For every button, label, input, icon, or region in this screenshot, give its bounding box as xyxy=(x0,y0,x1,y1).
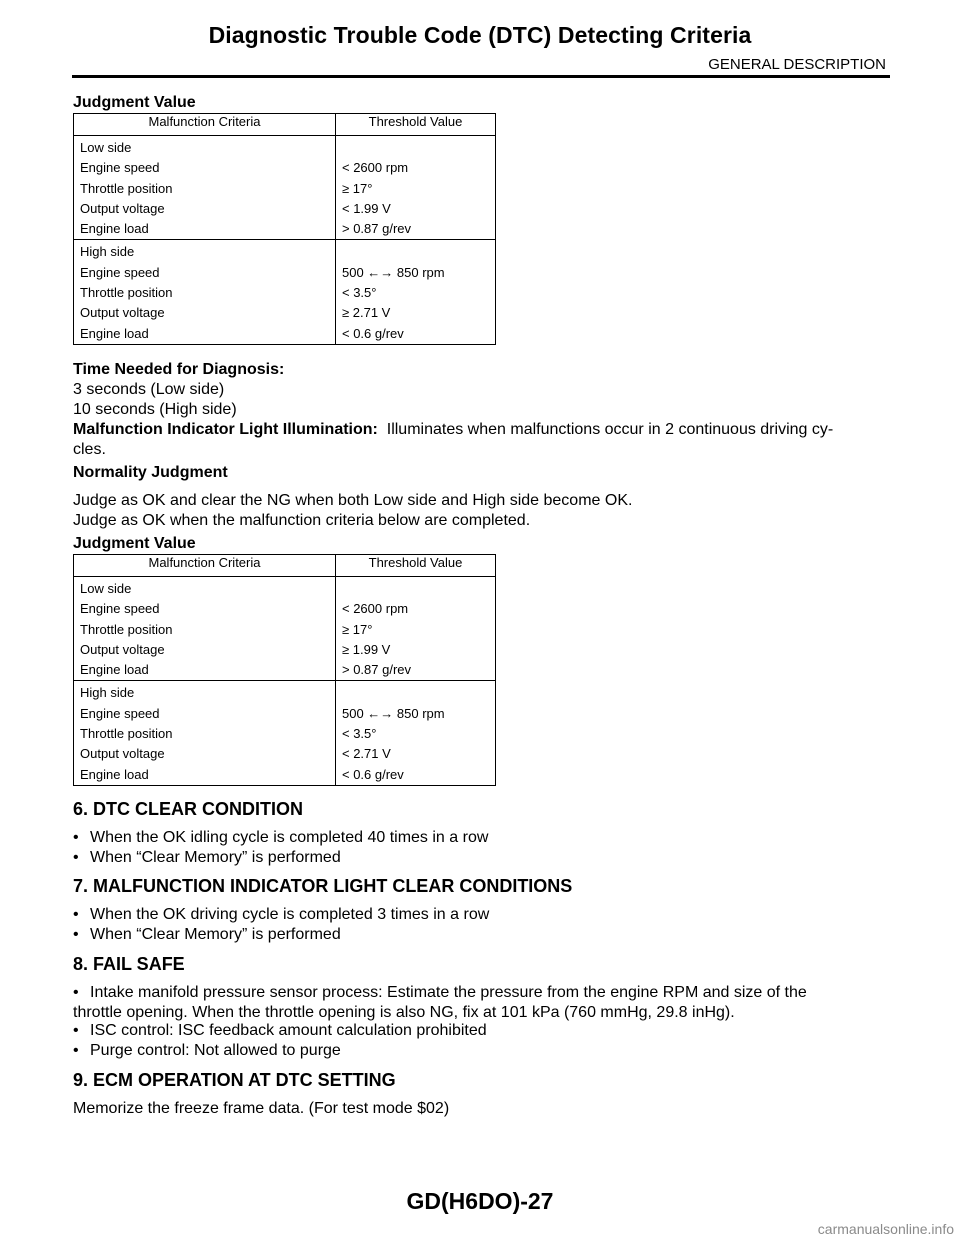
section-7-heading: 7. MALFUNCTION INDICATOR LIGHT CLEAR CONDITIONS xyxy=(73,876,573,896)
criteria-cell: High side Engine speed Throttle position Output voltage Engine load xyxy=(74,681,336,785)
judgment-table-1 xyxy=(73,113,496,345)
threshold-cell: < 2600 rpm ≥ 17° < 1.99 V > 0.87 g/rev xyxy=(336,136,496,240)
header-divider xyxy=(72,75,890,78)
normality-text: Judge as OK and clear the NG when both Low side and High side become OK. Judge as OK when the malfunction criteria below are completed. xyxy=(73,492,633,529)
section-9-text: Memorize the freeze frame data. (For test mode $02) xyxy=(73,1100,450,1117)
time-needed-label: Time Needed for Diagnosis: xyxy=(73,361,285,378)
list-item: • When the OK driving cycle is completed 3 times in a row xyxy=(73,906,490,923)
time-low-side: 3 seconds (Low side) xyxy=(73,381,225,398)
list-item: • Intake manifold pressure sensor process: Estimate the pressure from the engine RPM and size of the xyxy=(73,984,807,1001)
threshold-cell: 500 ←→ 850 rpm < 3.5° ≥ 2.71 V < 0.6 g/rev xyxy=(336,240,496,344)
threshold-cell: 500 ←→ 850 rpm < 3.5° < 2.71 V < 0.6 g/rev xyxy=(336,681,496,785)
column-header-criteria: Malfunction Criteria xyxy=(74,114,336,136)
watermark: carmanualsonline.info xyxy=(817,1221,954,1237)
column-header-criteria: Malfunction Criteria xyxy=(74,555,336,577)
list-item: • When “Clear Memory” is performed xyxy=(73,926,341,943)
threshold-cell: < 2600 rpm ≥ 17° ≥ 1.99 V > 0.87 g/rev xyxy=(336,577,496,681)
column-header-threshold: Threshold Value xyxy=(336,555,496,577)
criteria-cell: High side Engine speed Throttle position Output voltage Engine load xyxy=(74,240,336,344)
page-title: Diagnostic Trouble Code (DTC) Detecting Criteria xyxy=(208,22,752,48)
diagnosis-info xyxy=(73,360,888,460)
judgment-value-heading-2: Judgment Value xyxy=(73,535,196,552)
page-number: GD(H6DO)-27 xyxy=(406,1188,554,1214)
table-row xyxy=(74,577,496,681)
normality-heading: Normality Judgment xyxy=(73,464,228,481)
list-item: • When “Clear Memory” is performed xyxy=(73,849,341,866)
column-header-threshold: Threshold Value xyxy=(336,114,496,136)
table-row xyxy=(74,681,496,785)
mil-text-continued: cles. xyxy=(73,441,106,458)
list-item: • When the OK idling cycle is completed 40 times in a row xyxy=(73,829,489,846)
table-row xyxy=(74,240,496,344)
time-high-side: 10 seconds (High side) xyxy=(73,401,237,418)
list-item: • ISC control: ISC feedback amount calculation prohibited xyxy=(73,1022,487,1039)
judgment-table-2 xyxy=(73,554,496,786)
list-item-continued: throttle opening. When the throttle opening is also NG, fix at 101 kPa (760 mmHg, 29.8 inHg). xyxy=(73,1004,735,1021)
list-item: • Purge control: Not allowed to purge xyxy=(73,1042,341,1059)
section-6-heading: 6. DTC CLEAR CONDITION xyxy=(73,799,304,819)
section-8-heading: 8. FAIL SAFE xyxy=(73,954,185,974)
mil-label: Malfunction Indicator Light Illumination: xyxy=(73,421,378,438)
criteria-cell: Low side Engine speed Throttle position Output voltage Engine load xyxy=(74,577,336,681)
section-9-heading: 9. ECM OPERATION AT DTC SETTING xyxy=(73,1070,396,1090)
table-row xyxy=(74,136,496,240)
section-label: GENERAL DESCRIPTION xyxy=(708,56,886,73)
criteria-cell: Low side Engine speed Throttle position Output voltage Engine load xyxy=(74,136,336,240)
judgment-value-heading-1: Judgment Value xyxy=(73,94,196,111)
mil-text: Illuminates when malfunctions occur in 2 continuous driving cy- xyxy=(386,421,834,438)
